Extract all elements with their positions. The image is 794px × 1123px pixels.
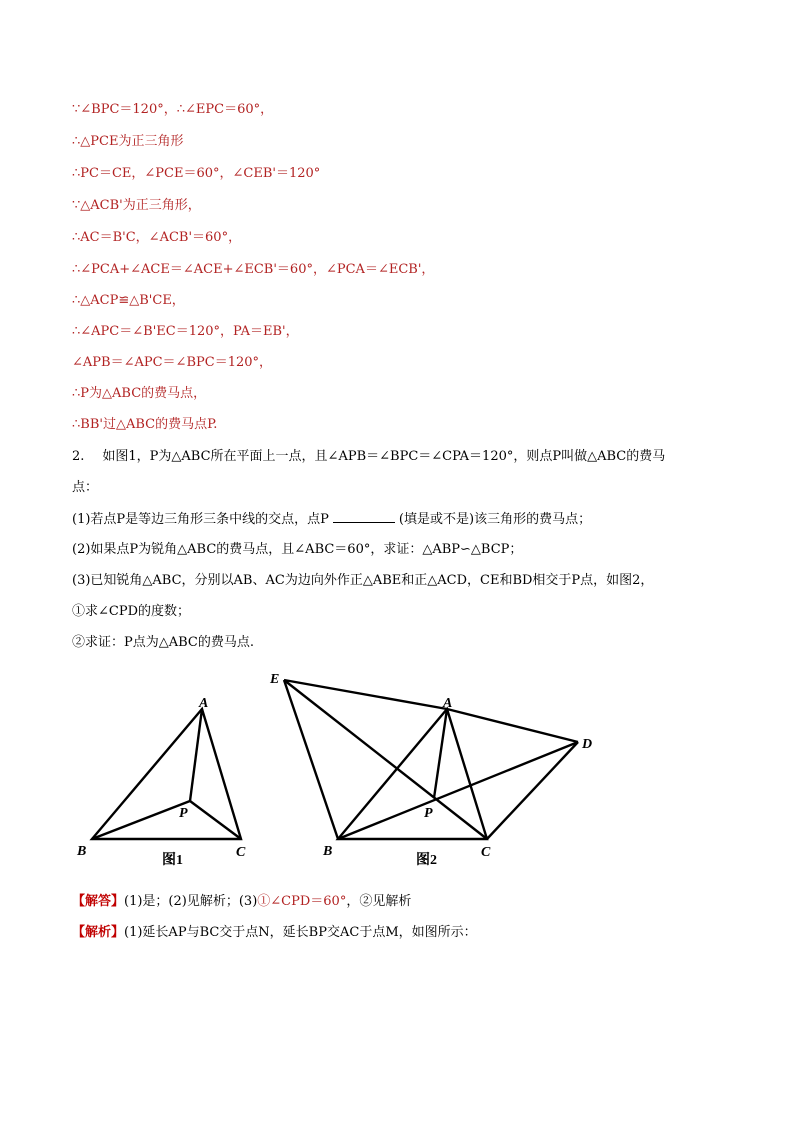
question-2: (2)如果点P为锐角△ABC的费马点，且∠ABC＝60°，求证：△ABP∽△BCP；	[72, 542, 523, 557]
solution-line-5: ∴AC＝B'C，∠ACB'＝60°，	[72, 230, 242, 245]
question-3-part-2: ②求证：P点为△ABC的费马点.	[72, 635, 255, 650]
fig2-label-d: D	[582, 737, 593, 752]
solution-line-11: ∴BB'过△ABC的费马点P.	[72, 417, 218, 432]
question-1	[72, 510, 591, 529]
segment-cd	[487, 742, 578, 839]
segment-ce	[284, 680, 487, 839]
analysis-line	[72, 924, 477, 942]
solution-line-9: ∠APB＝∠APC＝∠BPC＝120°，	[72, 355, 273, 370]
answer-text-1: (1)是；(2)见解析；(3)	[124, 894, 258, 909]
question-3-part-1: ①求∠CPD的度数；	[72, 604, 191, 619]
segment-ad	[447, 709, 578, 742]
solution-line-8: ∴∠APC＝∠B'EC＝120°，PA＝EB'，	[72, 324, 299, 339]
answer-tag: 【解答】	[72, 894, 125, 909]
question-1-after: (填是或不是)该三角形的费马点；	[398, 512, 592, 527]
segment-bd	[338, 742, 578, 839]
problem-stem: 如图1，P为△ABC所在平面上一点，且∠APB＝∠BPC＝∠CPA＝120°，则点P叫做△ABC的费马	[102, 449, 666, 464]
figure-1	[92, 709, 241, 839]
solution-line-2: ∴△PCE为正三角形	[72, 134, 184, 149]
segment-pc-fig1	[190, 801, 241, 839]
fig2-label-e: E	[270, 672, 280, 687]
segment-eb	[284, 680, 338, 839]
fig2-label-c: C	[481, 845, 491, 860]
problem-number: 2.	[72, 449, 85, 464]
problem-stem-line-1	[72, 448, 665, 466]
analysis-text: (1)延长AP与BC交于点N，延长BP交AC于点M，如图所示：	[124, 925, 477, 940]
triangle-abc-fig2	[338, 709, 487, 839]
fig2-label-a: A	[443, 696, 453, 711]
solution-line-7: ∴△ACP≌△B'CE，	[72, 293, 185, 308]
solution-line-3: ∴PC＝CE，∠PCE＝60°，∠CEB'＝120°	[72, 166, 321, 181]
figures	[0, 660, 794, 890]
segment-ea	[284, 680, 447, 709]
fig1-caption: 图1	[162, 853, 183, 868]
solution-line-1: ∵∠BPC＝120°，∴∠EPC＝60°，	[72, 102, 274, 117]
answer-text-2: ，②见解析	[346, 894, 412, 909]
fig1-label-b: B	[77, 844, 87, 859]
problem-stem-line-2: 点：	[72, 480, 99, 495]
analysis-tag: 【解析】	[72, 925, 125, 940]
fig2-label-b: B	[323, 844, 333, 859]
question-1-before: (1)若点P是等边三角形三条中线的交点，点P	[72, 512, 329, 527]
question-3: (3)已知锐角△ABC，分别以AB、AC为边向外作正△ABE和正△ACD，CE和BD相交于P点，如图2，	[72, 573, 654, 588]
answer-line	[72, 893, 411, 911]
fig2-caption: 图2	[416, 853, 437, 868]
fig1-label-a: A	[199, 696, 209, 711]
fig1-label-p: P	[179, 806, 188, 821]
answer-blank[interactable]	[333, 510, 395, 523]
solution-line-4: ∵△ACB'为正三角形，	[72, 198, 201, 213]
triangle-abc-fig1	[92, 709, 241, 839]
solution-line-10: ∴P为△ABC的费马点，	[72, 386, 207, 401]
fig2-label-p: P	[424, 806, 433, 821]
solution-line-6: ∴∠PCA+∠ACE＝∠ACE+∠ECB'＝60°，∠PCA＝∠ECB'，	[72, 262, 435, 277]
fig1-label-c: C	[236, 845, 246, 860]
answer-text-red: ①∠CPD＝60°	[257, 894, 347, 909]
